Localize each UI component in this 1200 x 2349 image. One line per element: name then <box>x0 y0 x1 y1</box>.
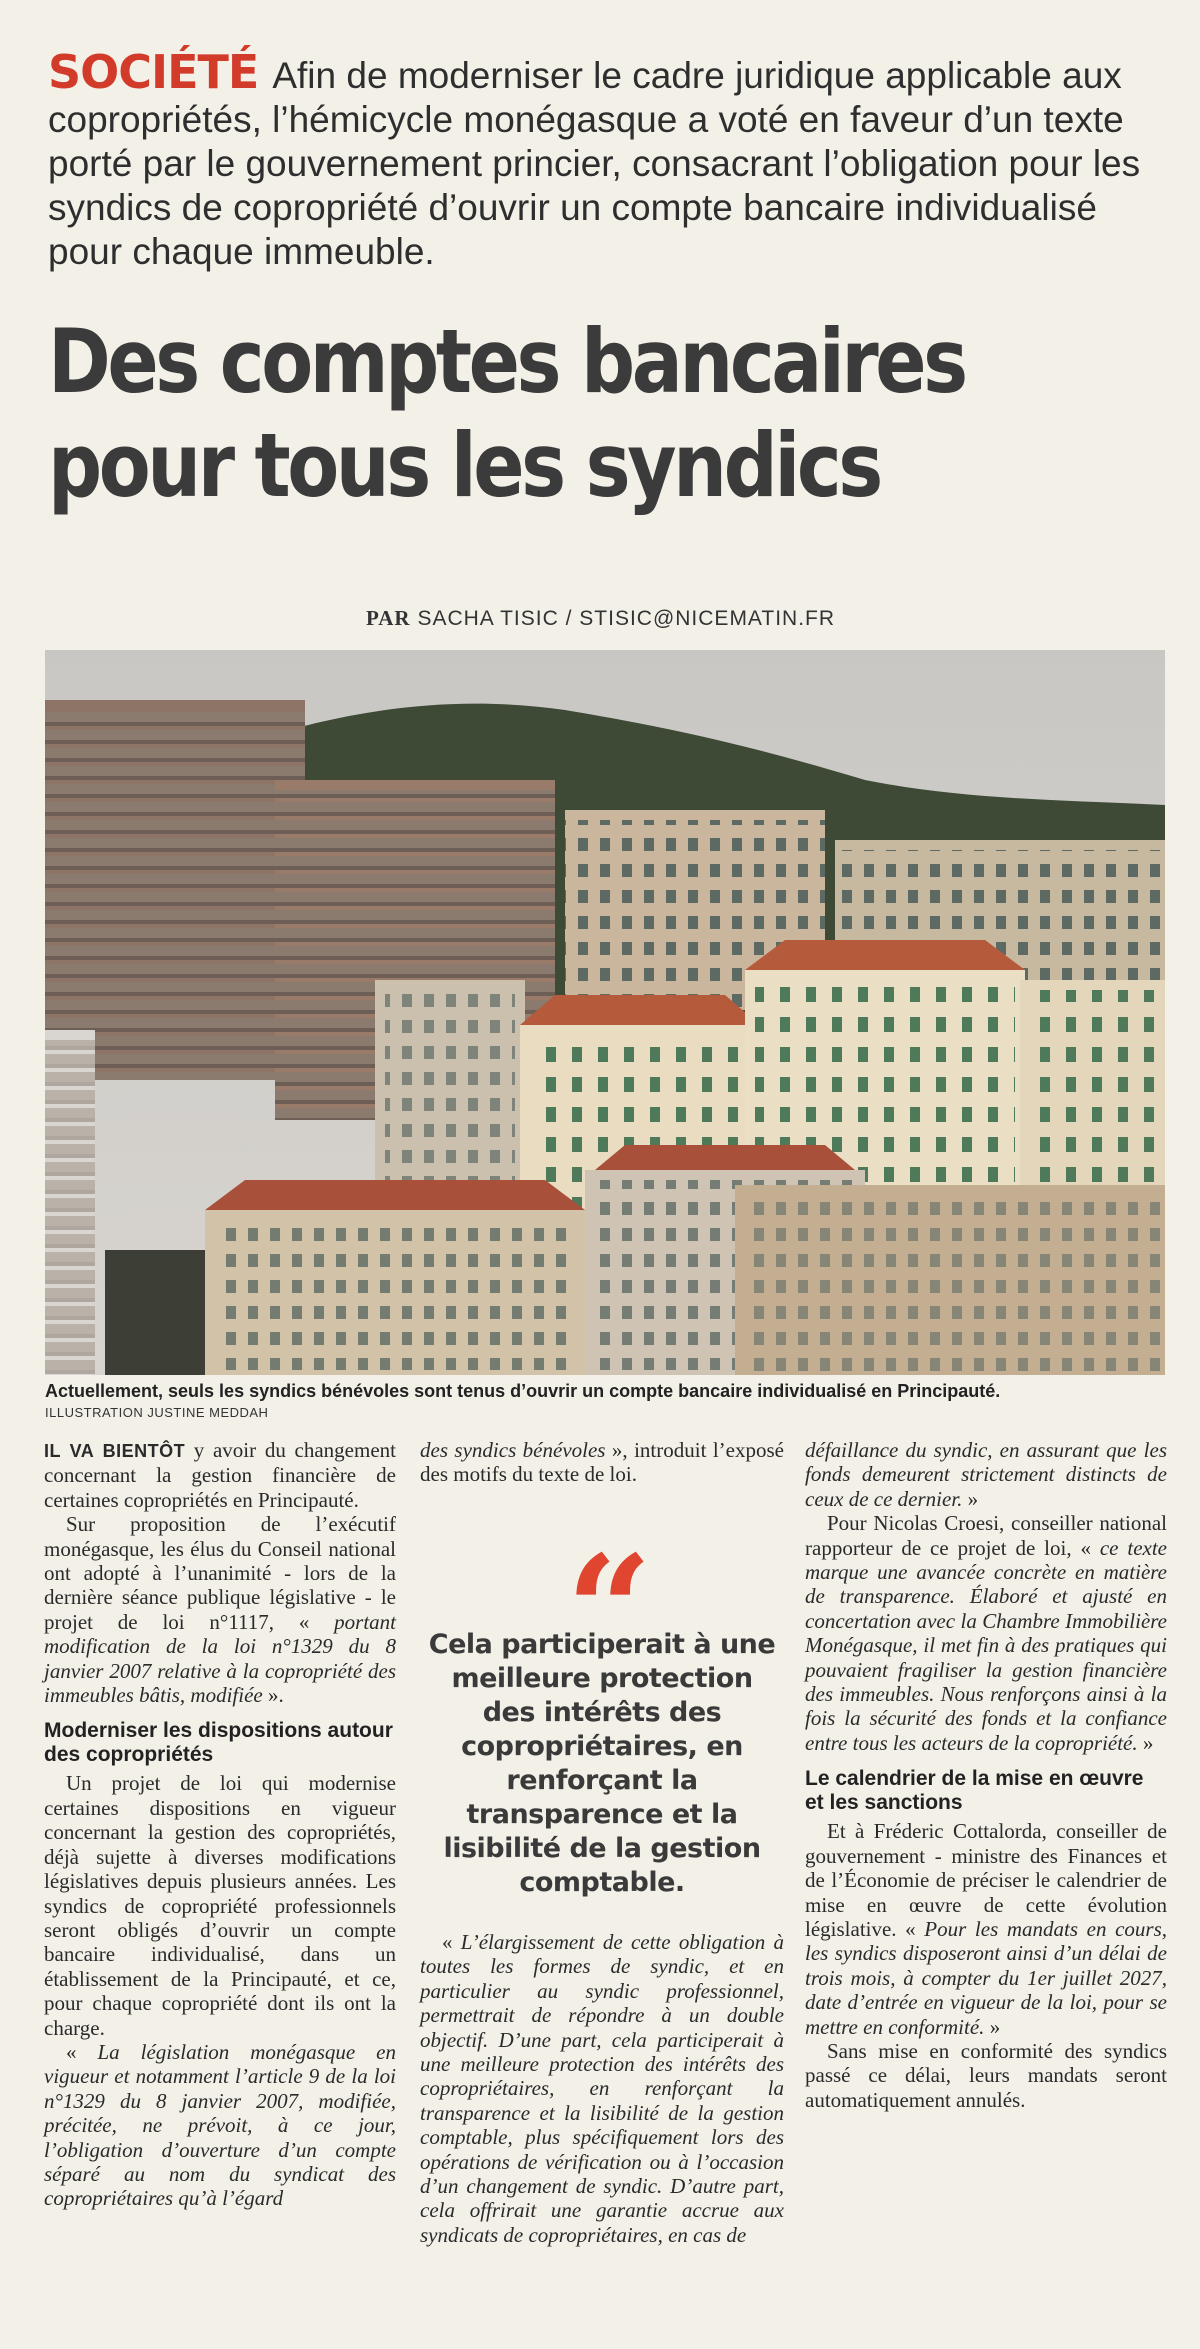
paragraph: Sans mise en conformité des syndics passé ce délai, leurs mandats seront automatiquement annulés. <box>805 2038 1167 2112</box>
paragraph: IL VA BIENTÔT y avoir du changement concernant la gestion financière de certaines copropriétés en Principauté. <box>44 1438 396 1512</box>
article-column-2-bottom <box>420 1930 784 2247</box>
paragraph: Pour Nicolas Croesi, conseiller national rapporteur de ce projet de loi, « ce texte marque une avancée concrète en matière de transparence. Élaboré et ajusté en concertation avec la Chambre Immobilière Monégasque, il met fin à des pratiques qui pouvaient fragiliser la gestion financière des immeubles. Nous renforçons ainsi à la fois la sécurité des fonds et la confiance entre tous les acteurs de la copropriété. » <box>805 1511 1168 1755</box>
photo-caption: Actuellement, seuls les syndics bénévoles sont tenus d’ouvrir un compte bancaire individualisé en Principauté. <box>45 1381 1001 1401</box>
paragraph: Et à Fréderic Cottalorda, conseiller de gouvernement - ministre des Finances et de l’Économie de préciser le calendrier de mise en œuvre de cette évolution législative. « Pour les mandats en cours, les syndics disposeront ainsi d’un délai de trois mois, à compter du 1er juillet 2027, date d’entrée en vigueur de la loi, pour se mettre en conformité. » <box>805 1819 1167 2039</box>
headline-line-1: Des comptes bancaires <box>48 310 965 413</box>
article-column-2-top <box>420 1438 784 1487</box>
paragraph: des syndics bénévoles », introduit l’exposé des motifs du texte de loi. <box>420 1438 784 1487</box>
byline <box>366 606 835 631</box>
paragraph: « La législation monégasque en vigueur et notamment l’article 9 de la loi n°1329 du 8 janvier 2007, modifiée, précitée, ne prévoit, à ce jour, l’obligation d’ouverture d’un compte séparé au nom du syndicat des copropriétaires qu’à l’égard <box>44 2039 396 2211</box>
article-column-3 <box>805 1438 1167 2112</box>
chapeau-text: Afin de moderniser le cadre juridique applicable aux copropriétés, l’hémicycle monégasque a voté en faveur d’un texte porté par le gouvernement princier, consacrant l’obligation pour les syndics de copropriété d’ouvrir un compte bancaire individualisé pour chaque immeuble. <box>48 55 1141 272</box>
paragraph: Sur proposition de l’exécutif monégasque, les élus du Conseil national ont adopté à l’unanimité - lors de la dernière séance publique législative - le projet de loi n°1117, « portant modification de la loi n°1329 du 8 janvier 2007 relative à la copropriété des immeubles bâtis, modifiée ». <box>44 1512 396 1708</box>
quote-mark-icon: “ <box>566 1523 653 1699</box>
article-photo <box>45 650 1165 1375</box>
headline-line-2: pour tous les syndics <box>48 414 880 517</box>
lead-in: IL VA BIENTÔT <box>44 1441 186 1461</box>
paragraph: Un projet de loi qui modernise certaines dispositions en vigueur concernant la gestion des copropriétés, déjà sujette à diverses modifications législatives depuis plusieurs années. Les syndics de copropriété professionnels seront obligés d’ouvrir un compte bancaire individualisé, dans un établissement de la Principauté, et ce, pour chaque copropriété dont ils ont la charge. <box>44 1771 396 2040</box>
byline-author: SACHA TISIC / STISIC@NICEMATIN.FR <box>417 607 836 630</box>
subheading: Moderniser les dispositions autour des copropriétés <box>44 1719 393 1767</box>
paragraph: défaillance du syndic, en assurant que les fonds demeurent strictement distincts de ceux de ce dernier. » <box>805 1438 1167 1511</box>
paragraph: « L’élargissement de cette obligation à toutes les formes de syndic, et en particulier au syndic professionnel, permettrait de répondre à un double objectif. D’une part, cela participerait à une meilleure protection des intérêts des copropriétaires, en renforçant la transparence et la lisibilité de la gestion comptable, plus spécifiquement lors des opérations de vérification ou à l’occasion d’un changement de syndic. D’autre part, cela offrirait une garantie accrue aux syndicats de copropriétaires, en cas de <box>420 1930 784 2247</box>
photo-credit: ILLUSTRATION JUSTINE MEDDAH <box>45 1405 269 1420</box>
building-photo-illustration <box>45 650 1165 1375</box>
subheading: Le calendrier de la mise en œuvre et les sanctions <box>805 1767 1144 1815</box>
chapeau <box>48 45 1168 274</box>
article-column-1 <box>44 1438 396 2211</box>
byline-par: PAR <box>366 606 411 630</box>
pull-quote: Cela participerait à une meilleure protection des intérêts des copropriétaires, en renforçant la transparence et la lisibilité de la gestion comptable. <box>428 1629 776 1898</box>
rubric-label: SOCIÉTÉ <box>48 45 259 99</box>
headline <box>48 310 1003 518</box>
